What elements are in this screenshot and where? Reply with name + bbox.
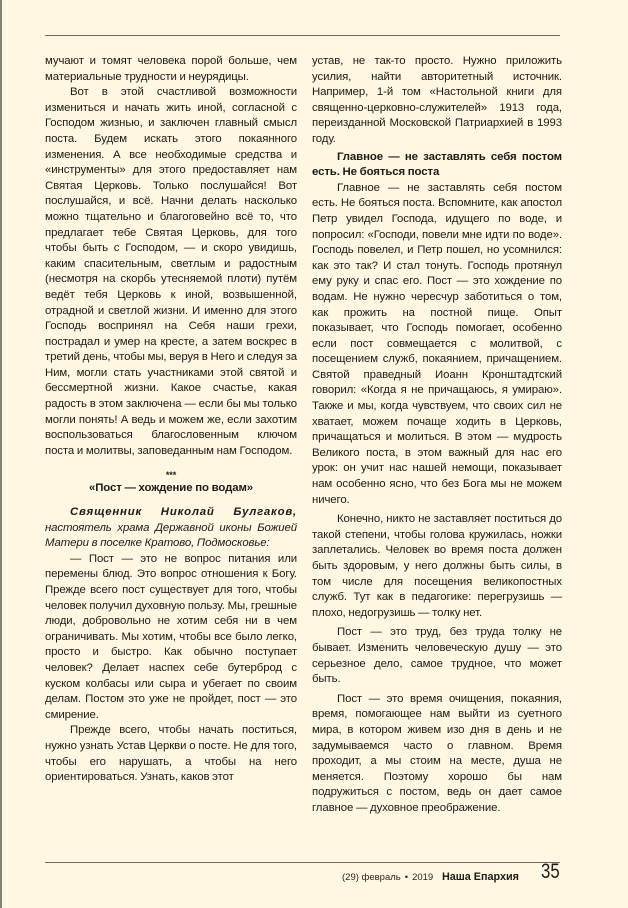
paragraph: Пост — это время очищения, покаяния, время, помогающее нам выйти из суетного мира, в котором живем изо дня в день и не задумываемся часто о главном. Время проходит, а мы стоим на месте, душа не меняется. Поэтому хорошо бы нам подружиться с постом, ведь он дает самое главное — духовное преображение. (312, 692, 562, 814)
author-role: настоятель храма Державной иконы Божией Матери в поселке Кратово, Подмосковье: (45, 521, 297, 550)
page-number: 35 (541, 860, 560, 883)
section-title: «Пост — хождение по водам» (88, 482, 254, 495)
author-name: Священник Николай Булгаков, (70, 506, 297, 519)
page-footer (330, 868, 535, 888)
issue-info (342, 872, 433, 883)
right-column (312, 54, 562, 817)
magazine-title: Наша Епархия (442, 871, 519, 883)
issue-year: 2019 (412, 872, 434, 883)
paragraph: Главное — не заставлять себя постом есть. Не бояться поста. Вспомните, как апостол Петр увидел Господа, идущего по воде, и попросил: «Господи, повели мне идти по воде». Господь повелел, и Петр пошел, но усомнился: как это так? И стал тонуть. Господь протянул ему руку и спас его. Пост — это хождение по водам. Не нужно чересчур заботиться о том, как прожить на постной пище. Опыт показывает, что Господь помогает, особенно если пост совмещается с молитвой, с посещением служб, покаянием, причащением. Святой праведный Иоанн Кронштадтский говорил: «Когда я не причащаюсь, я умираю». Также и мы, когда чувствуем, что своих сил не хватает, можем почаще ходить в Церковь, причащаться и молиться. В этом — мудрость Великого поста, в этом важный для нас его урок: он учит нас нашей немощи, показывает нам особенно ясно, что без Бога мы не можем ничего. (312, 181, 562, 506)
paragraph: Пост — это труд, без труда толку не бывает. Изменить человеческую душу — это серьезное дело, самое трудное, что может быть. (312, 626, 562, 686)
paragraph: — Пост — это не вопрос питания или перемены блюд. Это вопрос отношения к Богу. Прежде всего пост существует для того, чтобы человек получил духовную пользу. Мы, грешные люди, добровольно не хотим себя ни в чем ограничивать. Мы хотим, чтобы все было легко, просто и быстро. Как обычно поступает человек? Делает наспех себе бутерброд с куском колбасы или сыра и убегает по своим делам. Постом это уже не пройдет, пост — это смирение. (45, 552, 297, 721)
left-column (45, 54, 297, 786)
paragraph: Конечно, никто не заставляет поститься до такой степени, чтобы голова кружилась, ножки заплетались. Человек во время поста должен быть здоровым, у него должны быть силы, в том числе для посещения великопостных служб. Тут как в педагогике: перегрузишь — плохо, недогрузишь — толку нет. (312, 513, 562, 619)
paragraph: Вот в этой счастливой возможности измениться и начать жить иной, согласной с Господом жизнью, и заключен главный смысл поста. Будем искать этого покаянного изменения. А все необходимые средства и «инструменты» для этого предоставляет нам Святая Церковь. Только послушайся! Вот послушайся, и всё. Начни делать насколько можно тщательно и благоговейно всё то, что предлагает тебе Святая Церковь, для того чтобы быть с Господом, — и скоро увидишь, каким спасительным, светлым и радостным (несмотря на скорбь утесняемой плоти) путём ведёт тебя Церковь к иной, возвышенной, отрадной и светлой жизни. И именно для этого Господь воспринял на Себя наши грехи, пострадал и умер на кресте, а затем воскрес в третий день, чтобы мы, веруя в Него и следуя за Ним, могли стать участниками этой святой и бессмертной жизни. Какое счастье, какая радость в этом заключена — если бы мы только могли понять! А ведь и можем же, если захотим воспользоваться благословенным ключом поста и молитвы, заповеданным нам Господом. (45, 86, 297, 457)
top-rule (45, 35, 560, 36)
paragraph: Прежде всего, чтобы начать поститься, нужно узнать Устав Церкви о посте. Не для того, чтобы его нарушать, а чтобы на него ориентироваться. Узнать, каков этот (45, 724, 297, 784)
bottom-rule (45, 862, 560, 863)
issue-number: (29) февраль (342, 872, 401, 883)
section-separator: *** (165, 470, 177, 481)
author-attribution (45, 505, 297, 552)
bullet-separator: • (404, 872, 409, 883)
page-edge (0, 0, 2, 908)
subheading: Главное — не заставлять себя постом есть. Не бояться поста (312, 150, 562, 179)
paragraph: мучают и томят человека порой больше, чем материальные трудности и неурядицы. (45, 55, 297, 83)
paragraph: устав, не так-то просто. Нужно приложить усилия, найти авторитетный источник. Например, 1-й том «Настольной книги для священно-церковно-служителей» 1913 года, переизданной Московской Патриархией в 1993 году. (312, 55, 562, 145)
